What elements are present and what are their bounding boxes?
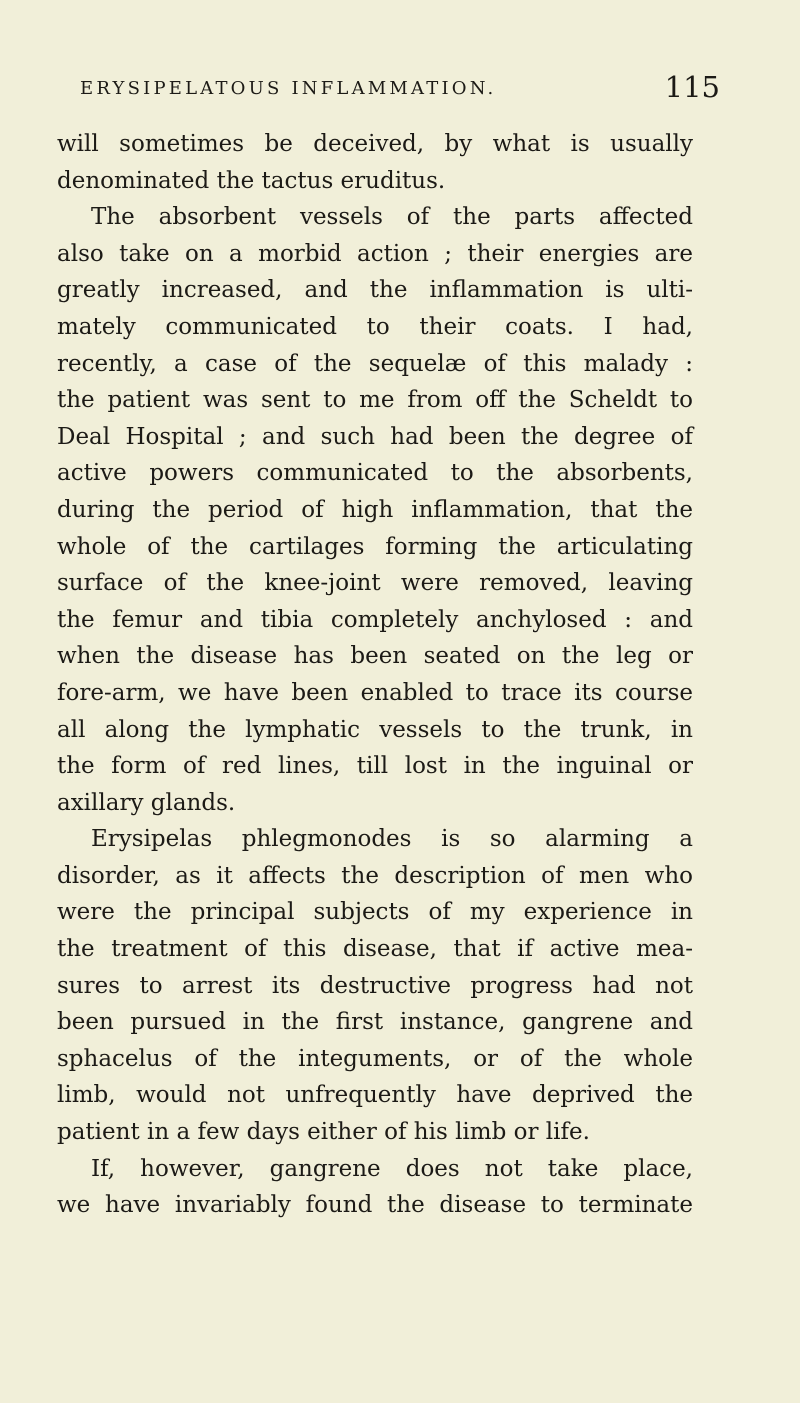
text-line: also take on a morbid action ; their energies are (57, 240, 693, 267)
text-line: If, however, gangrene does not take place, (91, 1155, 693, 1182)
text-line: been pursued in the first instance, gangrene and (57, 1009, 693, 1036)
text-line: the treatment of this disease, that if active mea- (57, 936, 693, 963)
text-line: during the period of high inflammation, that the (57, 496, 693, 523)
text-line: will sometimes be deceived, by what is usually (57, 131, 693, 157)
text-line: active powers communicated to the absorbents, (57, 460, 693, 487)
running-title: ERYSIPELATOUS INFLAMMATION. (80, 78, 497, 99)
text-line: fore-arm, we have been enabled to trace its course (57, 679, 693, 706)
text-line: the patient was sent to me from off the Scheldt to (57, 387, 693, 414)
text-line: Deal Hospital ; and such had been the degree of (57, 423, 693, 450)
text-line: whole of the cartilages forming the articulating (57, 533, 693, 560)
running-head (60, 70, 720, 110)
text-line: sphacelus of the integuments, or of the whole (57, 1045, 693, 1072)
text-line: Erysipelas phlegmonodes is so alarming a (91, 826, 693, 853)
body-text (57, 126, 693, 1224)
text-line: all along the lymphatic vessels to the trunk, in (57, 716, 693, 743)
text-line: denominated the tactus eruditus. (57, 167, 446, 194)
text-line: limb, would not unfrequently have deprived the (57, 1082, 693, 1109)
text-line: greatly increased, and the inflammation is ulti- (57, 277, 693, 304)
text-line: we have invariably found the disease to terminate (57, 1192, 693, 1219)
page-number: 115 (664, 70, 720, 104)
text-line: when the disease has been seated on the leg or (57, 643, 693, 670)
text-line: axillary glands. (57, 789, 236, 816)
text-line: patient in a few days either of his limb or life. (57, 1119, 590, 1146)
text-line: the form of red lines, till lost in the inguinal or (57, 753, 693, 780)
text-line: mately communicated to their coats. I had, (57, 313, 693, 340)
text-line: The absorbent vessels of the parts affected (91, 204, 693, 231)
text-line: were the principal subjects of my experience in (57, 899, 693, 926)
text-line: surface of the knee-joint were removed, leaving (57, 570, 693, 597)
text-line: disorder, as it affects the description of men who (57, 862, 693, 889)
text-line: recently, a case of the sequelæ of this malady : (57, 350, 693, 377)
text-line: sures to arrest its destructive progress had not (57, 972, 693, 999)
text-line: the femur and tibia completely anchylosed : and (57, 606, 693, 633)
